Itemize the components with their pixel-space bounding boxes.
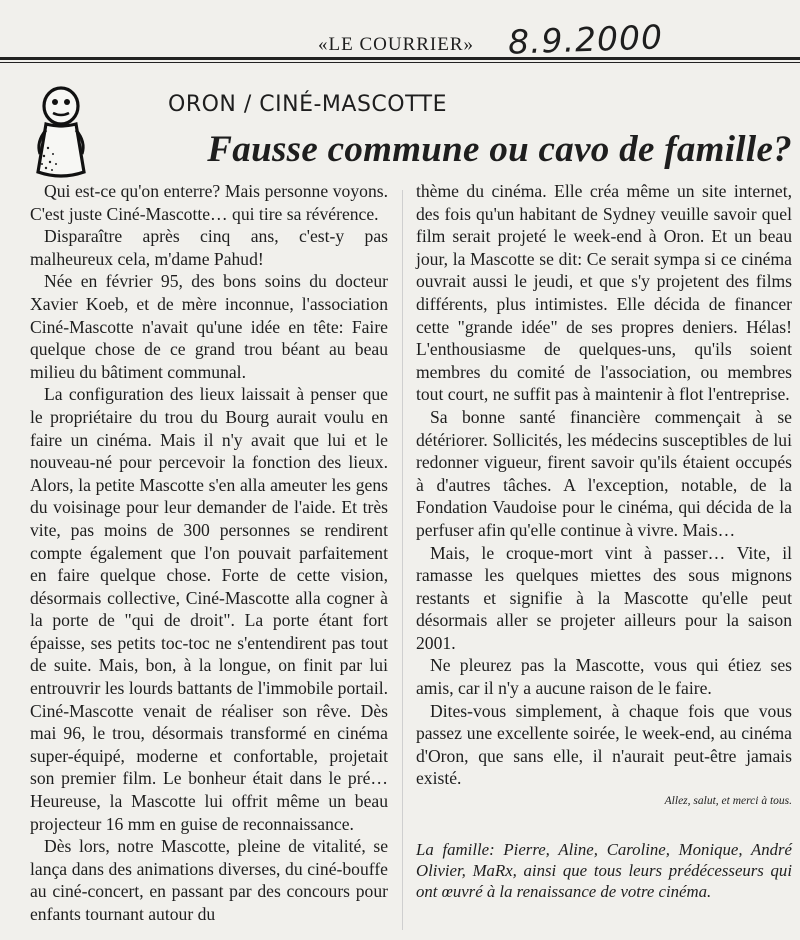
paragraph: Disparaître après cinq ans, c'est-y pas malheureux cela, m'dame Pahud! (30, 226, 388, 269)
column-divider (402, 190, 403, 930)
masthead-rule (0, 57, 800, 63)
paragraph: Dès lors, notre Mascotte, pleine de vitalité, se lança dans des animations diverses, du ciné-bouffe au ciné-concert, en passant par des concours pour enfants tournant autour du (30, 836, 388, 924)
newspaper-name: «LE COURRIER» (318, 34, 475, 55)
paragraph: thème du cinéma. Elle créa même un site internet, des fois qu'un habitant de Sydney veuille savoir quel film serait projeté le week-end à Oron. Et un beau jour, la Mascotte se dit: Ce serait sympa si ce cinéma ouvrait aussi le jeudi, et que s'y projetent des films différents, plus intimistes. Elle décida de financer cette "grande idée" de ses propres deniers. Hélas! L'enthousiasme de quelques-uns, qu'ils soient membres du comité de l'association, ou membres tout court, ne suffit pas à maintenir à flot l'entreprise. (416, 181, 792, 405)
paragraph: Ne pleurez pas la Mascotte, vous qui étiez ses amis, car il n'y a aucune raison de le faire. (416, 655, 792, 699)
credits: La famille: Pierre, Aline, Caroline, Monique, André Olivier, MaRx, ainsi que tous leurs prédécesseurs qui ont œuvré à la renaissance de votre cinéma. (416, 839, 792, 901)
article-headline: Fausse commune ou cavo de famille? (207, 129, 792, 170)
signoff: Allez, salut, et merci à tous. (664, 795, 792, 808)
paragraph: Née en février 95, des bons soins du docteur Xavier Koeb, et de mère inconnue, l'association Ciné-Mascotte n'avait qu'une idée en tête: Faire quelque chose de ce grand trou béant au beau milieu du bâtiment communal. (30, 271, 388, 382)
paragraph: La configuration des lieux laissait à penser que le propriétaire du trou du Bourg aurait voulu en faire un cinéma. Mais il n'y avait que lui et le nouveau-né pour percevoir la fonction des lieux. Alors, la petite Mascotte s'en alla ameuter les gens du voisinage pour leur demander de l'aide. Et très vite, pas moins de 300 personnes se rendirent compte également que l'on pouvait parfaitement en faire quelque chose. Forte de cette vision, désormais collective, Ciné-Mascotte alla cogner à la porte de "qui de droit". La porte étant fort épaisse, ses petits toc-toc ne s'entendirent pas tout de suite. Mais, bon, à la longue, on finit par lui entrouvrir les lourds battants de l'immobile portail. Ciné-Mascotte venait de réaliser son rêve. Dès mai 96, le trou, désormais transformé en cinéma super-équipé, moderne et confortable, projetait son premier film. Le bonheur était dans le pré… Heureuse, la Mascotte lui offrit même un beau projecteur 16 mm en guise de reconnaissance. (30, 384, 388, 834)
article-kicker: ORON / CINÉ-MASCOTTE (168, 92, 447, 117)
article-column-left (30, 180, 388, 926)
paragraph: Dites-vous simplement, à chaque fois que vous passez une excellente soirée, le week-end, au cinéma d'Oron, que sans elle, il n'aurait peut-être jamais existé. (416, 700, 792, 789)
paragraph: Sa bonne santé financière commençait à se détériorer. Sollicités, les médecins susceptibles de lui redonner vigueur, firent savoir qu'ils étaient occupés à d'autres tâches. A l'exception, notable, de la Fondation Vaudoise pour le cinéma, qui décida de la perfuser afin qu'elle continue à vivre. Mais… (416, 406, 792, 540)
masthead (0, 0, 800, 62)
paragraph: Mais, le croque-mort vint à passer… Vite, il ramasse les quelques miettes des sous mignons restants et signifie à la Mascotte qu'elle peut désormais aller se projeter ailleurs pour la saison 2001. (416, 542, 792, 653)
handwritten-date: 8.9.2000 (507, 17, 664, 62)
paragraph: Qui est-ce qu'on enterre? Mais personne voyons. C'est juste Ciné-Mascotte… qui tire sa révérence. (30, 181, 388, 224)
article-column-right (416, 180, 792, 902)
